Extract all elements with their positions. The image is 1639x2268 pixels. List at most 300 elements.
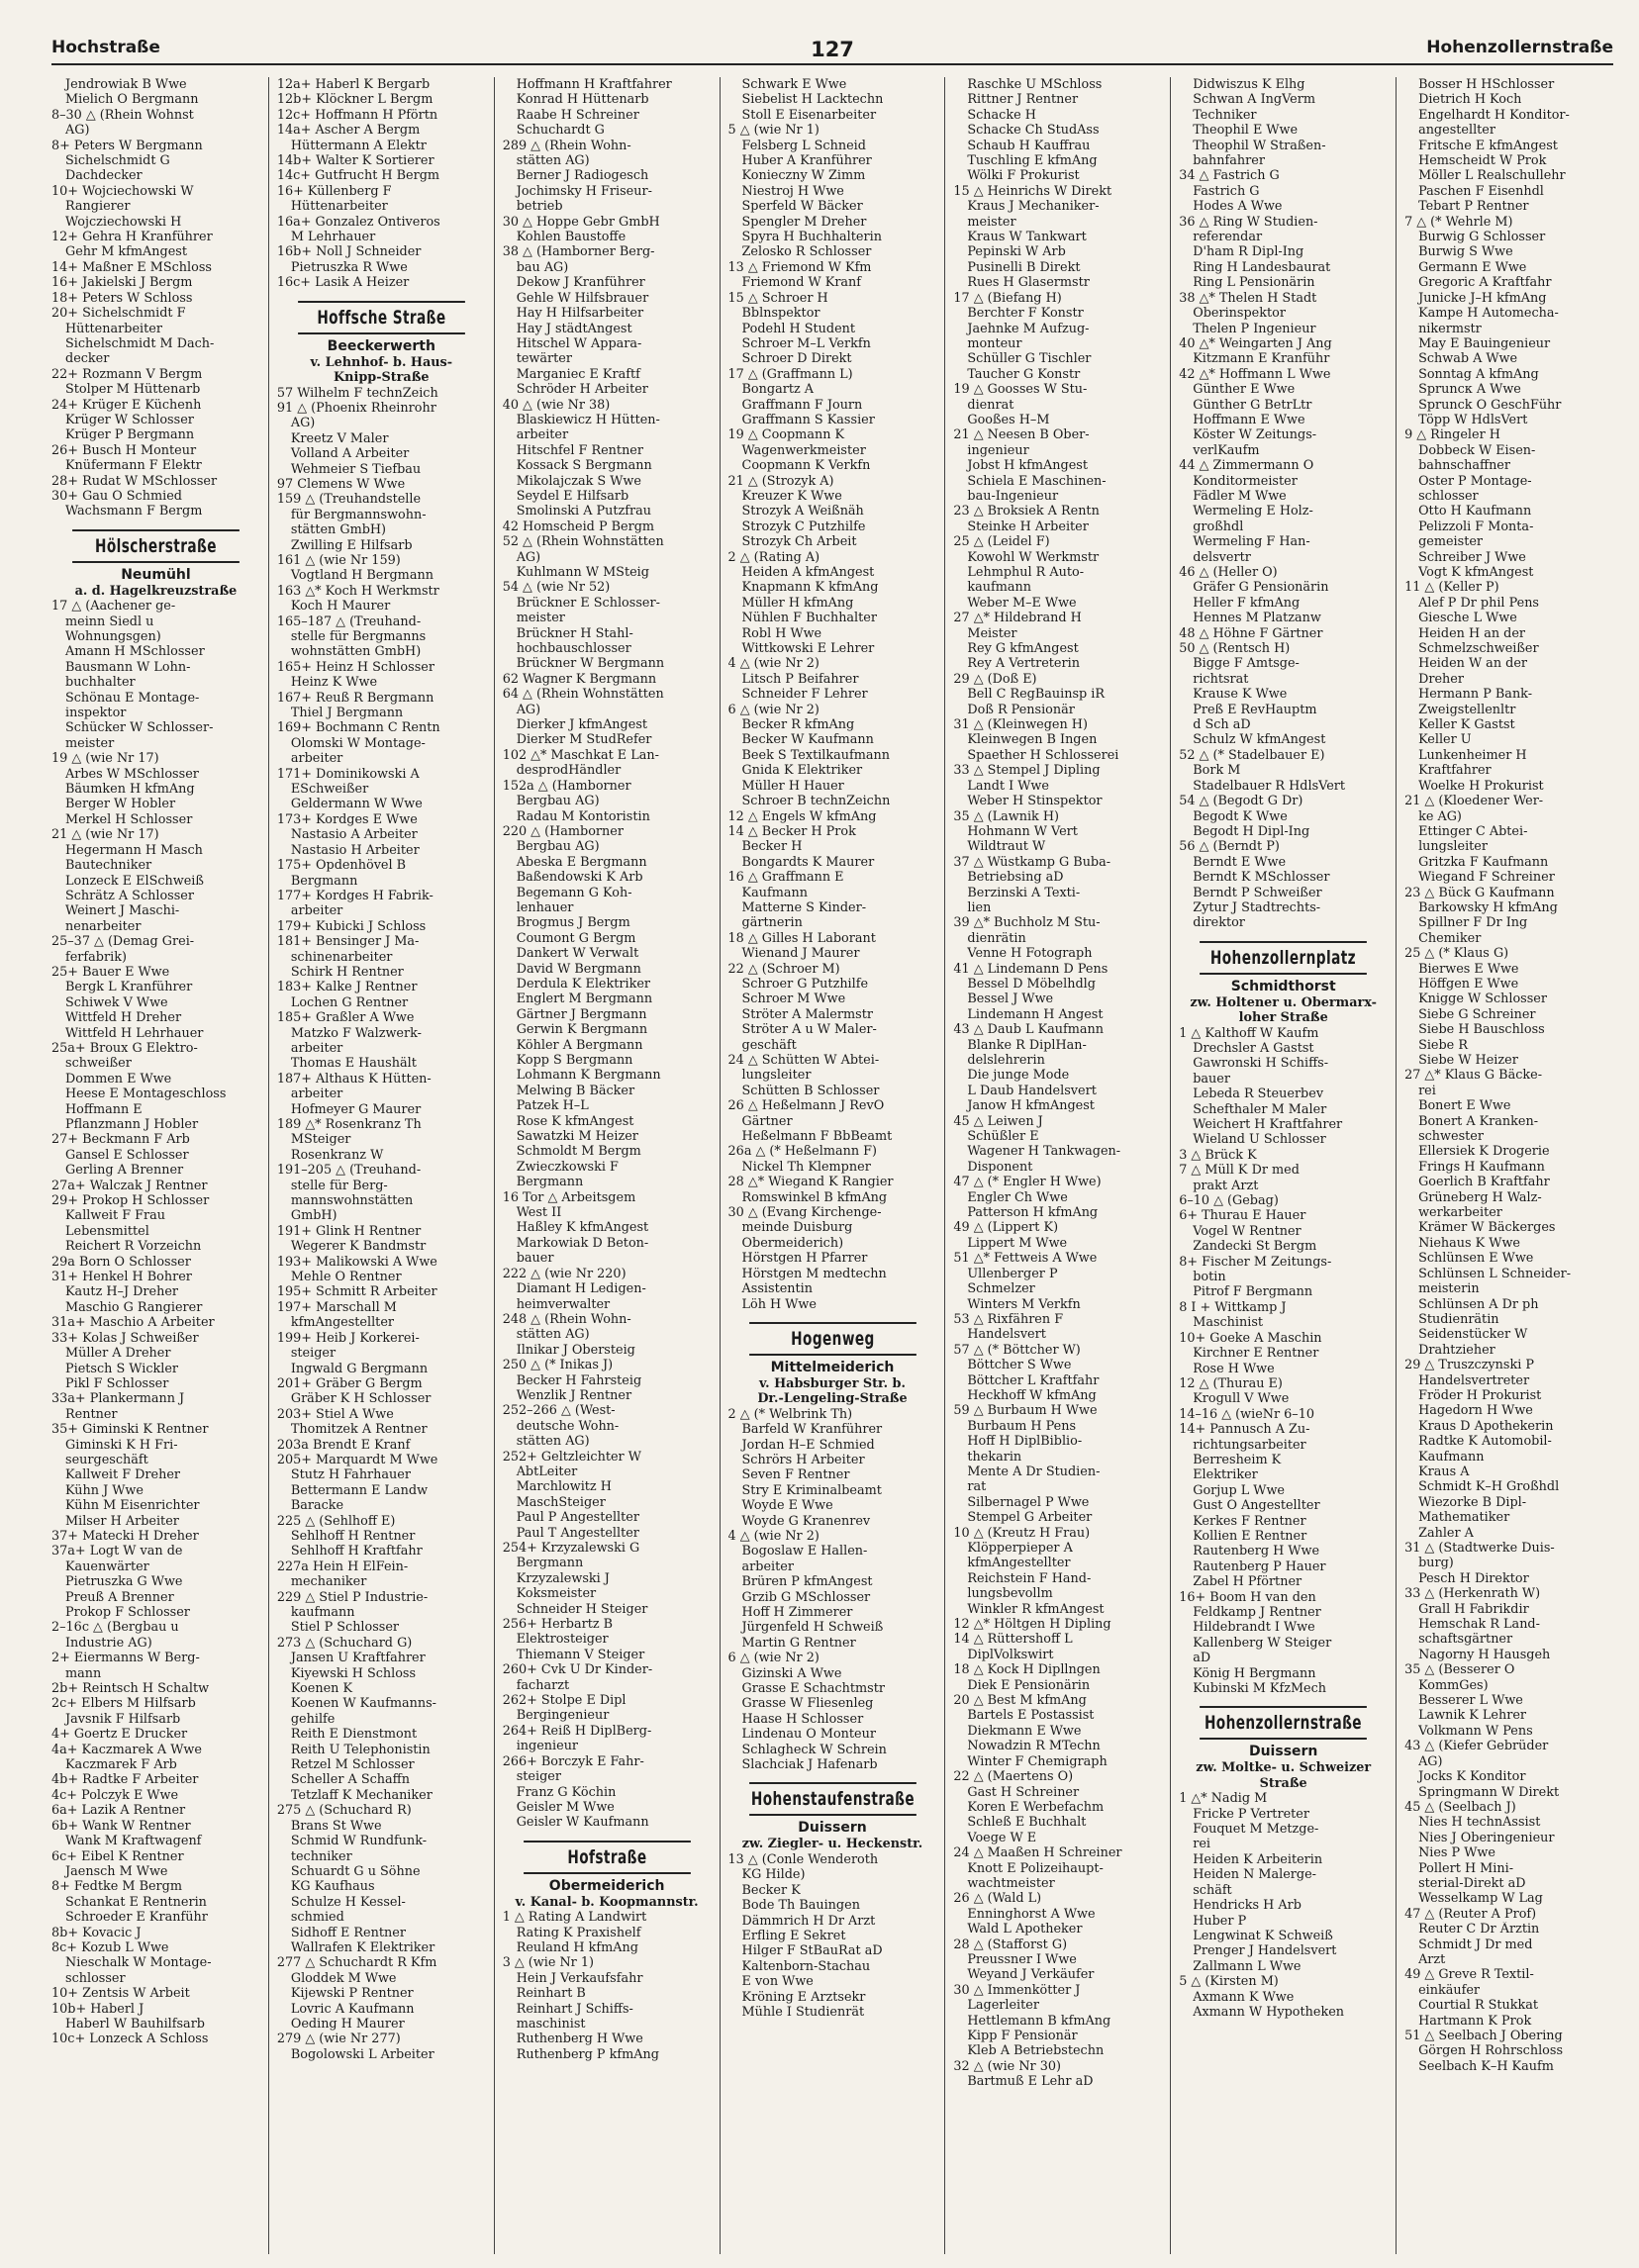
- directory-entry: Barkowsky H kfmAng: [1418, 899, 1558, 915]
- directory-entry: Spengler M Dreher: [741, 214, 867, 230]
- column-divider: [720, 77, 721, 2254]
- directory-entry: Rangierer: [65, 199, 131, 215]
- directory-entry: thekarin: [967, 1449, 1022, 1465]
- directory-entry: 171+ Dominikowski A: [276, 766, 420, 782]
- directory-entry: Weichert H Kraftfahrer: [1193, 1117, 1343, 1132]
- column-divider: [268, 77, 269, 2254]
- directory-entry: 12 △* Höltgen H Dipling: [953, 1617, 1111, 1633]
- directory-entry: 17 △ (Graffmann L): [727, 366, 853, 382]
- directory-entry: Bosser H HSchlosser: [1418, 77, 1555, 92]
- directory-entry: 21 △ Neesen B Ober-: [953, 427, 1090, 443]
- directory-entry: Gerwin K Bergmann: [516, 1022, 648, 1038]
- directory-entry: 17 △ (Biefang H): [953, 290, 1062, 306]
- directory-entry: Hay H Hilfsarbeiter: [516, 306, 644, 322]
- directory-entry: Kijewski P Rentner: [290, 1986, 414, 2002]
- directory-entry: Lippert M Wwe: [967, 1235, 1068, 1251]
- column-divider: [1170, 77, 1171, 2254]
- directory-entry: 17 △ (Aachener ge-: [51, 599, 176, 614]
- directory-entry: Bblnspektor: [741, 306, 820, 322]
- directory-entry: Raabe H Schreiner: [516, 107, 639, 123]
- directory-entry: schweißer: [65, 1056, 132, 1072]
- directory-entry: Kühn J Wwe: [65, 1482, 144, 1498]
- directory-entry: Stiel P Schlosser: [290, 1620, 400, 1636]
- directory-entry: Wittfeld H Lehrhauer: [65, 1025, 204, 1041]
- directory-entry: Kerkes F Rentner: [1193, 1513, 1306, 1529]
- directory-entry: Zabel H Pförtner: [1193, 1574, 1302, 1590]
- directory-entry: 16a+ Gonzalez Ontiveros: [276, 214, 440, 230]
- directory-entry: Goerlich B Kraftfahr: [1418, 1175, 1550, 1190]
- directory-entry: 31+ Henkel H Bohrer: [51, 1270, 192, 1285]
- directory-entry: Studienrätin: [1418, 1311, 1499, 1327]
- directory-entry: Hitschfel F Rentner: [516, 442, 644, 458]
- directory-entry: 6+ Thurau E Hauer: [1179, 1208, 1306, 1224]
- directory-entry: Schreiber J Wwe: [1418, 549, 1526, 565]
- street-heading: Hohenzollernplatz: [1200, 941, 1367, 975]
- directory-entry: Seelbach K–H Kaufm: [1418, 2058, 1554, 2074]
- directory-entry: inspektor: [65, 706, 127, 721]
- directory-entry: Gräber K H Schlosser: [290, 1391, 432, 1407]
- directory-entry: 37+ Matecki H Dreher: [51, 1528, 199, 1544]
- directory-entry: Hohmann W Vert: [967, 823, 1078, 839]
- directory-entry: Schuchardt G: [516, 123, 605, 139]
- directory-entry: 12a+ Haberl K Bergarb: [276, 77, 431, 92]
- directory-entry: Rautenberg P Hauer: [1193, 1559, 1326, 1574]
- directory-entry: 30 △ (Evang Kirchenge-: [727, 1205, 882, 1221]
- directory-entry: 64 △ (Rhein Wohnstätten: [502, 687, 664, 703]
- directory-entry: Pflanzmann J Hobler: [65, 1117, 199, 1132]
- directory-entry: Wienand J Maurer: [741, 946, 860, 962]
- directory-entry: Wojcziechowski H: [65, 214, 182, 230]
- directory-entry: 4c+ Polczyk E Wwe: [51, 1787, 179, 1803]
- directory-entry: 8+ Fedtke M Bergm: [51, 1879, 183, 1895]
- directory-entry: Bogoslaw E Hallen-: [741, 1544, 868, 1559]
- directory-entry: Heiden A kfmAngest: [741, 565, 875, 580]
- directory-entry: Spaether H Schlosserei: [967, 747, 1119, 763]
- directory-entry: Wölki F Prokurist: [967, 168, 1080, 184]
- directory-entry: maschinist: [516, 2016, 586, 2032]
- street-range: Dr.-Lengeling-Straße: [757, 1391, 908, 1407]
- directory-entry: Barfeld W Kranführer: [741, 1422, 883, 1438]
- directory-entry: Schacke H: [967, 107, 1036, 123]
- directory-entry: Bogolowski L Arbeiter: [290, 2046, 434, 2062]
- directory-entry: Haßley K kfmAngest: [516, 1220, 649, 1236]
- directory-entry: 45 △ (Seelbach J): [1404, 1799, 1516, 1815]
- directory-entry: Rey A Vertreterin: [967, 656, 1080, 672]
- directory-entry: Keller K Gastst: [1418, 717, 1515, 733]
- directory-entry: Diamant H Ledigen-: [516, 1281, 646, 1297]
- directory-entry: Köhler A Bergmann: [516, 1037, 643, 1053]
- directory-entry: Marganiec E Kraftf: [516, 366, 640, 382]
- directory-entry: 27 △* Klaus G Bäcke-: [1404, 1068, 1543, 1084]
- directory-entry: bau-Ingenieur: [967, 488, 1059, 504]
- directory-entry: Krämer W Bäckerges: [1418, 1220, 1556, 1236]
- directory-entry: Kraus W Tankwart: [967, 230, 1087, 245]
- directory-entry: Ströter A u W Maler-: [741, 1022, 877, 1038]
- directory-entry: Schrörs H Arbeiter: [741, 1452, 865, 1467]
- directory-entry: Giminski K H Fri-: [65, 1437, 178, 1453]
- directory-entry: dienrat: [967, 397, 1014, 413]
- directory-entry: Gritzka F Kaufmann: [1418, 854, 1549, 870]
- directory-entry: Bartels E Postassist: [967, 1708, 1095, 1724]
- directory-entry: Bergingenieur: [516, 1708, 610, 1724]
- directory-entry: Mikolajczak S Wwe: [516, 473, 641, 489]
- directory-entry: Grasse W Fliesenleg: [741, 1696, 874, 1712]
- directory-entry: Heiden K Arbeiterin: [1193, 1851, 1323, 1867]
- street-range: v. Lehnhof- b. Haus-: [310, 354, 453, 370]
- directory-entry: arbeiter: [290, 751, 343, 767]
- directory-entry: richtungsarbeiter: [1193, 1437, 1306, 1453]
- directory-entry: 3 △ (wie Nr 1): [502, 1955, 595, 1971]
- directory-entry: Becker K: [741, 1882, 801, 1898]
- directory-entry: Venne H Fotograph: [967, 946, 1093, 962]
- directory-entry: 201+ Gräber G Bergm: [276, 1375, 423, 1391]
- directory-entry: Schüller G Tischler: [967, 351, 1092, 367]
- directory-entry: 12 △ (Thurau E): [1179, 1375, 1283, 1391]
- directory-entry: 277 △ Schuchardt R Kfm: [276, 1955, 437, 1971]
- directory-entry: lungsleiter: [1418, 839, 1488, 855]
- directory-entry: Voege W E: [967, 1830, 1037, 1845]
- directory-entry: Bergmann: [516, 1175, 584, 1190]
- directory-entry: 26 △ Heßelmann J RevO: [727, 1098, 885, 1114]
- directory-entry: 273 △ (Schuchard G): [276, 1635, 413, 1651]
- directory-entry: Schulz W kfmAngest: [1193, 732, 1326, 748]
- directory-entry: Ruthenberg H Wwe: [516, 2032, 643, 2047]
- directory-entry: Töpp W HdlsVert: [1418, 412, 1528, 427]
- directory-entry: Siebe H Bauschloss: [1418, 1022, 1545, 1038]
- directory-entry: Wald L Apotheker: [967, 1922, 1083, 1937]
- directory-entry: Kallenberg W Steiger: [1193, 1635, 1332, 1651]
- directory-entry: Schlagheck W Schrein: [741, 1742, 887, 1757]
- directory-entry: Milser H Arbeiter: [65, 1513, 179, 1529]
- directory-entry: Hoff H Zimmerer: [741, 1605, 853, 1620]
- directory-entry: 16+ Boom H van den: [1179, 1589, 1316, 1605]
- directory-entry: Geisler W Kaufmann: [516, 1815, 649, 1831]
- directory-entry: 51 △ Seelbach J Obering: [1404, 2029, 1563, 2043]
- directory-entry: Bartmuß E Lehr aD: [967, 2074, 1094, 2090]
- directory-entry: Keller U: [1418, 732, 1472, 748]
- directory-entry: Betriebsing aD: [967, 870, 1064, 886]
- directory-entry: 193+ Malikowski A Wwe: [276, 1254, 437, 1270]
- directory-entry: Krogull V Wwe: [1193, 1391, 1290, 1407]
- directory-entry: Hoffmann E: [65, 1101, 143, 1117]
- directory-entry: Assistentin: [741, 1281, 814, 1297]
- directory-entry: Drechsler A Gastst: [1193, 1040, 1314, 1056]
- directory-entry: AG): [290, 416, 316, 431]
- directory-entry: 31 △ (Stadtwerke Duis-: [1404, 1541, 1555, 1556]
- directory-entry: Theophil E Wwe: [1193, 123, 1299, 139]
- directory-entry: Pelizzoli F Monta-: [1418, 519, 1534, 534]
- directory-entry: Dobbeck W Eisen-: [1418, 442, 1536, 458]
- directory-entry: 191+ Glink H Rentner: [276, 1223, 422, 1239]
- directory-entry: Schleß E Buchhalt: [967, 1815, 1087, 1831]
- directory-entry: 9 △ Ringeler H: [1404, 427, 1500, 443]
- directory-entry: 165+ Heinz H Schlosser: [276, 659, 434, 675]
- directory-entry: Zelosko R Schlosser: [741, 244, 872, 260]
- directory-entry: 34 △ Fastrich G: [1179, 168, 1280, 184]
- directory-entry: Diek E Pensionärin: [967, 1677, 1091, 1693]
- directory-entry: Ingwald G Bergmann: [290, 1361, 429, 1376]
- directory-entry: meister: [967, 214, 1016, 230]
- directory-entry: 161 △ (wie Nr 159): [276, 552, 401, 568]
- directory-entry: Stempel G Arbeiter: [967, 1510, 1093, 1526]
- directory-entry: techniker: [290, 1848, 352, 1864]
- directory-entry: 181+ Bensinger J Ma-: [276, 934, 420, 950]
- directory-entry: Gawronski H Schiffs-: [1193, 1056, 1329, 1072]
- directory-entry: meister: [516, 611, 565, 626]
- directory-entry: 16b+ Noll J Schneider: [276, 244, 422, 260]
- directory-entry: burg): [1418, 1556, 1454, 1571]
- directory-entry: Sehlhoff H Kraftfahr: [290, 1544, 423, 1559]
- directory-entry: Baracke: [290, 1498, 344, 1514]
- directory-entry: Graffmann S Kassier: [741, 412, 875, 427]
- header-left-street: Hochstraße: [51, 38, 160, 57]
- directory-entry: 10+ Zentsis W Arbeit: [51, 1986, 190, 2002]
- directory-entry: Olomski W Montage-: [290, 735, 426, 751]
- directory-entry: Bell C RegBauinsp iR: [967, 687, 1106, 703]
- directory-entry: 289 △ (Rhein Wohn-: [502, 138, 631, 153]
- directory-entry: 18 △ Kock H Dipllngen: [953, 1662, 1101, 1678]
- directory-entry: 165–187 △ (Treuhand-: [276, 614, 422, 629]
- directory-entry: Schönau E Montage-: [65, 690, 200, 706]
- directory-entry: Wiezorke B Dipl-: [1418, 1494, 1527, 1510]
- directory-entry: Jendrowiak B Wwe: [65, 77, 187, 92]
- directory-entry: Spruncк A Wwe: [1418, 382, 1521, 398]
- directory-entry: Koenen K: [290, 1681, 353, 1697]
- street-range: v. Habsburger Str. b.: [759, 1375, 906, 1391]
- directory-entry: dienrätin: [967, 930, 1026, 946]
- directory-entry: 42 △* Hoffmann L Wwe: [1179, 366, 1331, 382]
- directory-entry: Nieschalk W Montage-: [65, 1955, 212, 1971]
- directory-entry: Arzt: [1418, 1951, 1446, 1967]
- directory-entry: Schmoldt M Bergm: [516, 1144, 641, 1160]
- directory-entry: Preussner I Wwe: [967, 1951, 1077, 1967]
- directory-entry: Radau M Kontoristin: [516, 808, 650, 824]
- directory-entry: 203a Brendt E Kranf: [276, 1437, 411, 1453]
- directory-entry: Siebelist H Lacktechn: [741, 92, 884, 108]
- directory-entry: Bergbau AG): [516, 794, 600, 809]
- directory-entry: Schiwek V Wwe: [65, 994, 168, 1010]
- directory-entry: schaftsgärtner: [1418, 1632, 1513, 1648]
- directory-entry: 14+ Maßner E MSchloss: [51, 259, 212, 275]
- directory-entry: mann: [65, 1665, 102, 1681]
- directory-entry: Schroer D Direkt: [741, 351, 852, 367]
- directory-entry: Pollert H Mini-: [1418, 1860, 1514, 1876]
- directory-entry: stätten AG): [516, 1327, 590, 1343]
- directory-entry: Nowadzin R MTechn: [967, 1739, 1101, 1754]
- directory-entry: Oeding H Maurer: [290, 2016, 405, 2032]
- directory-entry: Koren E Werbefachm: [967, 1799, 1105, 1815]
- directory-entry: botin: [1193, 1270, 1226, 1285]
- directory-entry: Schuardt G u Söhne: [290, 1863, 421, 1879]
- column-divider: [494, 77, 495, 2254]
- directory-entry: Fricke P Vertreter: [1193, 1806, 1309, 1822]
- directory-entry: Sichelschmidt G: [65, 153, 170, 169]
- directory-entry: Bergmann: [516, 1556, 584, 1571]
- directory-entry: 163 △* Koch H Werkmstr: [276, 583, 439, 599]
- directory-entry: Brogmus J Bergm: [516, 915, 630, 931]
- directory-entry: Zallmann L Wwe: [1193, 1958, 1302, 1974]
- directory-entry: Schwab A Wwe: [1418, 351, 1518, 367]
- directory-entry: 220 △ (Hamborner: [502, 823, 624, 839]
- directory-entry: Gärtner: [741, 1113, 793, 1129]
- directory-entry: Steinke H Arbeiter: [967, 519, 1089, 534]
- directory-entry: aD: [1193, 1651, 1211, 1666]
- directory-entry: 33a+ Plankermann J: [51, 1391, 185, 1407]
- directory-entry: 4 △ (wie Nr 2): [727, 1528, 820, 1544]
- directory-entry: Silbernagel P Wwe: [967, 1494, 1090, 1510]
- directory-entry: Schroer B technZeichn: [741, 794, 891, 809]
- directory-entry: GmbH): [290, 1208, 337, 1224]
- directory-entry: 169+ Bochmann C Rentn: [276, 720, 440, 736]
- column-7: [1404, 77, 1613, 2254]
- directory-entry: 187+ Althaus K Hütten-: [276, 1071, 432, 1087]
- directory-entry: prakt Arzt: [1193, 1178, 1259, 1193]
- directory-entry: 27a+ Walczak J Rentner: [51, 1178, 208, 1193]
- directory-entry: Maschinist: [1193, 1315, 1264, 1331]
- directory-entry: 33+ Kolas J Schweißer: [51, 1330, 199, 1346]
- directory-entry: Strozyk Ch Arbeit: [741, 534, 857, 550]
- directory-entry: Wagenwerkmeister: [741, 442, 866, 458]
- directory-entry: Schröder H Arbeiter: [516, 382, 648, 398]
- directory-entry: 4+ Goertz E Drucker: [51, 1727, 188, 1743]
- directory-entry: tewärter: [516, 351, 572, 367]
- directory-entry: Weber M–E Wwe: [967, 595, 1077, 611]
- directory-entry: wohnstätten GmbH): [290, 644, 422, 660]
- directory-entry: Lagerleiter: [967, 1998, 1039, 2014]
- directory-entry: Drahtzieher: [1418, 1342, 1495, 1358]
- directory-entry: stelle für Bergmanns: [290, 629, 427, 644]
- directory-entry: Oster P Montage-: [1418, 473, 1532, 489]
- directory-entry: Hein J Verkaufsfahr: [516, 1970, 643, 1986]
- directory-entry: Becker R kfmAng: [741, 717, 855, 733]
- directory-entry: 254+ Krzyzalewski G: [502, 1541, 640, 1556]
- directory-entry: Grasse E Schachtmstr: [741, 1681, 886, 1697]
- directory-entry: Winkler R kfmAngest: [967, 1601, 1105, 1617]
- directory-entry: Kühn M Eisenrichter: [65, 1498, 200, 1514]
- directory-entry: Schlünsen E Wwe: [1418, 1251, 1534, 1267]
- directory-entry: mechaniker: [290, 1574, 367, 1590]
- directory-entry: Pietruszka R Wwe: [290, 259, 408, 275]
- directory-entry: Schmidt K–H Großhdl: [1418, 1479, 1560, 1495]
- directory-entry: Bode Th Bauingen: [741, 1898, 860, 1914]
- directory-entry: Lochen G Rentner: [290, 994, 409, 1010]
- directory-entry: Rittner J Rentner: [967, 92, 1079, 108]
- directory-entry: Begemann G Koh-: [516, 885, 632, 900]
- directory-entry: Stutz H Fahrhauer: [290, 1467, 411, 1483]
- directory-entry: Schütten B Schlosser: [741, 1083, 880, 1098]
- directory-entry: Schaub H Kauffrau: [967, 138, 1091, 153]
- directory-entry: KG Hilde): [741, 1867, 806, 1883]
- directory-entry: 12 △ Engels W kfmAng: [727, 808, 877, 824]
- directory-entry: 37a+ Logt W van de: [51, 1544, 183, 1559]
- directory-entry: Lunkenheimer H: [1418, 747, 1527, 763]
- directory-entry: 4b+ Radtke F Arbeiter: [51, 1772, 199, 1788]
- directory-entry: Kuhlmann W MSteig: [516, 565, 649, 580]
- directory-entry: Vogt K kfmAngest: [1418, 565, 1534, 580]
- column-5: [953, 77, 1162, 2254]
- directory-entry: Nagorny H Hausgeh: [1418, 1647, 1551, 1662]
- directory-entry: Hay J städtAngest: [516, 321, 632, 336]
- directory-entry: 14–16 △ (wieNr 6–10: [1179, 1406, 1314, 1422]
- directory-entry: Bausmann W Lohn-: [65, 659, 191, 675]
- directory-entry: Schwark E Wwe: [741, 77, 847, 92]
- directory-entry: 10+ Wojciechowski W: [51, 183, 194, 199]
- directory-entry: 30 △ Immenkötter J: [953, 1982, 1081, 1998]
- directory-entry: 14a+ Ascher A Bergm: [276, 123, 421, 139]
- directory-entry: Feldkamp J Rentner: [1193, 1605, 1321, 1620]
- directory-entry: Beek S Textilkaufmann: [741, 747, 891, 763]
- directory-entry: Hemschak R Land-: [1418, 1617, 1540, 1633]
- directory-entry: Hofmeyer G Maurer: [290, 1101, 422, 1117]
- directory-entry: Woelke H Prokurist: [1418, 778, 1544, 794]
- directory-entry: Kowohl W Werkmstr: [967, 549, 1100, 565]
- directory-entry: sterial-Direkt aD: [1418, 1875, 1526, 1891]
- column-1: [51, 77, 260, 2254]
- directory-entry: arbeiter: [290, 1087, 343, 1102]
- street-heading: Hogenweg: [749, 1322, 916, 1356]
- directory-entry: Martin G Rentner: [741, 1635, 856, 1651]
- directory-entry: Stry E Kriminalbeamt: [741, 1482, 882, 1498]
- directory-entry: Smolinski A Putzfrau: [516, 504, 651, 520]
- directory-entry: 205+ Marquardt M Wwe: [276, 1452, 438, 1467]
- directory-entry: Reinhart J Schiffs-: [516, 2001, 633, 2017]
- directory-entry: Rentner: [65, 1406, 118, 1422]
- directory-entry: Bäumken H kfmAng: [65, 782, 195, 798]
- directory-entry: Schankat E Rentnerin: [65, 1894, 207, 1910]
- directory-entry: Oberinspektor: [1193, 306, 1286, 322]
- directory-entry: L Daub Handelsvert: [967, 1083, 1097, 1098]
- directory-entry: 19 △ (wie Nr 17): [51, 751, 159, 767]
- directory-entry: 11 △ (Keller P): [1404, 580, 1499, 596]
- directory-entry: delsvertr: [1193, 549, 1251, 565]
- directory-entry: Matzko F Walzwerk-: [290, 1025, 422, 1041]
- directory-entry: 279 △ (wie Nr 277): [276, 2032, 401, 2047]
- directory-entry: 59 △ Burbaum H Wwe: [953, 1403, 1098, 1419]
- directory-entry: Elektriker: [1193, 1467, 1258, 1483]
- directory-entry: Handelsvert: [967, 1327, 1046, 1343]
- directory-entry: Springmann W Direkt: [1418, 1784, 1560, 1800]
- district-name: Mittelmeiderich: [770, 1359, 895, 1375]
- directory-entry: desprodHändler: [516, 763, 622, 779]
- directory-entry: gemeister: [1418, 534, 1484, 550]
- directory-entry: Zwilling E Hilfsarb: [290, 537, 413, 553]
- directory-entry: Müller H kfmAng: [741, 595, 854, 611]
- directory-entry: 22+ Rozmann V Bergm: [51, 366, 203, 382]
- directory-entry: 6 △ (wie Nr 2): [727, 702, 820, 717]
- directory-entry: Konrad H Hüttenarb: [516, 92, 649, 108]
- directory-entry: Doß R Pensionär: [967, 702, 1075, 717]
- directory-entry: Lengwinat K Schweiß: [1193, 1928, 1333, 1943]
- directory-entry: Markowiak D Beton-: [516, 1235, 649, 1251]
- directory-entry: schlosser: [65, 1970, 126, 1986]
- directory-entry: Engelhardt H Konditor-: [1418, 107, 1570, 123]
- directory-entry: 175+ Opdenhövel B: [276, 858, 407, 874]
- directory-entry: Axmann W Hypotheken: [1193, 2004, 1345, 2020]
- directory-entry: Thiel J Bergmann: [290, 706, 404, 721]
- directory-entry: Kubinski M KfzMech: [1193, 1681, 1327, 1697]
- directory-entry: referendar: [1193, 230, 1263, 245]
- directory-entry: Spillner F Dr Ing: [1418, 915, 1528, 931]
- directory-entry: 27+ Beckmann F Arb: [51, 1132, 190, 1148]
- directory-entry: Böttcher L Kraftfahr: [967, 1372, 1100, 1388]
- directory-entry: Ströter A Malermstr: [741, 1006, 873, 1022]
- directory-entry: 51 △* Fettweis A Wwe: [953, 1251, 1098, 1267]
- directory-entry: Berchter F Konstr: [967, 306, 1084, 322]
- directory-entry: 12+ Gehra H Kranführer: [51, 230, 213, 245]
- directory-entry: Reith U Telephonistin: [290, 1742, 431, 1757]
- directory-entry: Kallweit F Dreher: [65, 1467, 181, 1483]
- directory-entry: Lebensmittel: [65, 1223, 149, 1239]
